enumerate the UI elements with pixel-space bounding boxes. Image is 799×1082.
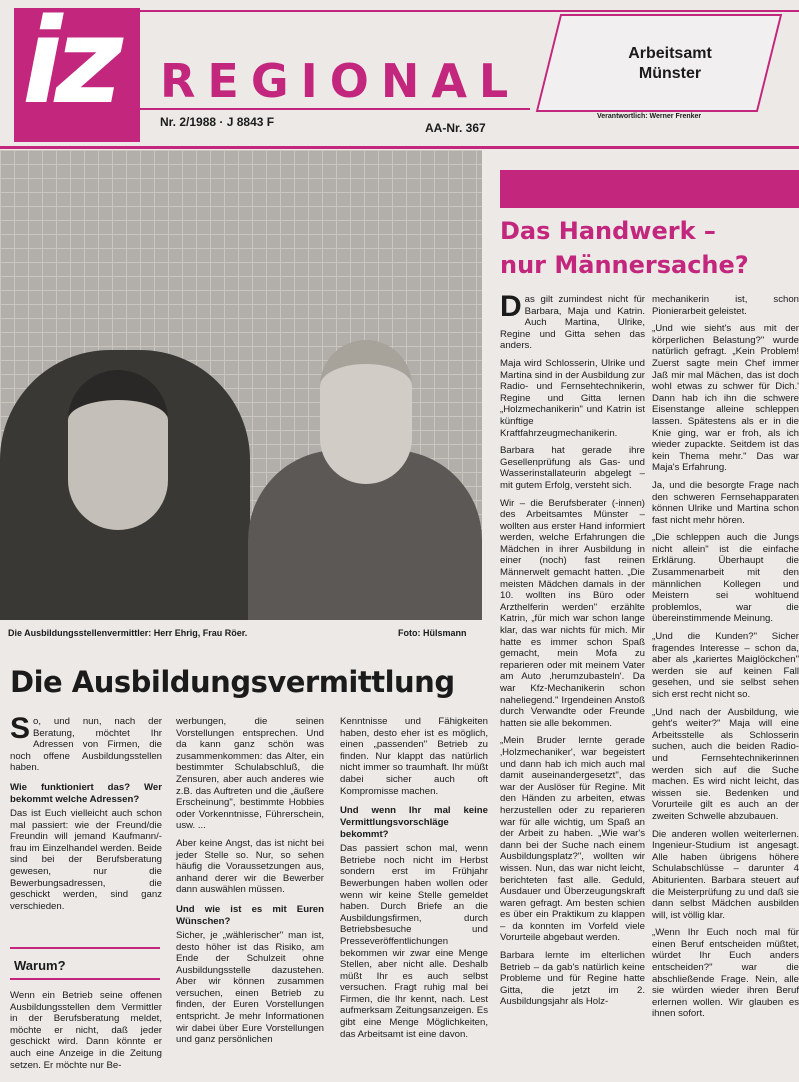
aa-number: AA-Nr. 367 xyxy=(425,121,486,135)
paragraph: Kenntnisse und Fähigkeiten haben, desto eher ist es möglich, einen „passenden" Betrieb zu finden. Nur klappt das natürlich nicht immer so traumhaft. Ihr müßt dabei sicher auch oft Kompromisse machen. xyxy=(340,716,488,797)
masthead-bottom-line xyxy=(140,108,530,110)
paragraph: „Mein Bruder lernte gerade ‚Holzmechaniker', war begeistert und dann hab ich mich auch mal damit auseinandergesetzt", das war der Auslöser für Regine. Mit den Händen zu arbeiten, etwas herzustellen oder zu reparieren war für alle wichtig, um Spaß an der Arbeit zu haben. „Wie war's dann bei der Suche nach einem Ausbildungsplatz?", wollten wir wissen. Nun, das war nicht leicht, berichteten fast alle. Geduld, Ausdauer und Überzeugungskraft waren gefragt. Am besten schien es über ein Praktikum zu klappen – da konnten im Vorfeld viele Vorurteile abgebaut werden. xyxy=(500,735,645,944)
accent-bar xyxy=(500,170,799,208)
article-column xyxy=(176,716,324,1052)
article-headline-vermittlung: Die Ausbildungsvermittlung xyxy=(10,665,455,699)
subheading: Wie funktioniert das? Wer bekommt welche Adressen? xyxy=(10,781,162,805)
article-headline-handwerk xyxy=(500,214,749,282)
paragraph: mechanikerin ist, schon Pionierarbeit geleistet. xyxy=(652,294,799,317)
masthead-rule xyxy=(0,146,799,149)
paragraph: Das passiert schon mal, wenn Betriebe noch nicht im Herbst sondern erst im Frühjahr Bewerbungen haben wollen oder wenn wir keine Stelle gemeldet haben. Durch Briefe an die Ausbildungsfirmen, durch Betriebsbesuche und Presseveröffentlichungen bekommen wir zwar eine Menge Stellen, aber nicht alle. Deshalb müßt Ihr es auch selbst versuchen. Fragt ruhig mal bei Firmen, die Ihr kennt, nach. Lest aufmerksam Zeitungsanzeigen. Es gibt eine Menge Möglichkeiten, das Arbeitsamt ist eine davon. xyxy=(340,843,488,1040)
masthead-title: REGIONAL xyxy=(160,54,521,108)
responsible-line: Verantwortlich: Werner Frenker xyxy=(597,113,702,120)
paragraph: Barbara lernte im elterlichen Betrieb – da gab's natürlich keine Probleme und für Regine hatte Gitta, die jetzt im 2. Ausbildungsjahr als Holz- xyxy=(500,950,645,1008)
article-column-continued xyxy=(10,990,162,1077)
office-line-2: Münster xyxy=(638,65,702,82)
subheading: Und wie ist es mit Euren Wünschen? xyxy=(176,903,324,927)
article-column xyxy=(652,294,799,1026)
headline-line-1: Das Handwerk – xyxy=(500,217,716,245)
subhead-rule-bottom xyxy=(10,978,160,980)
drop-cap: D xyxy=(500,290,522,323)
paragraph: Wir – die Berufsberater (-innen) des Arbeitsamtes Münster – wollten aus erster Hand informiert werden, welche Erfahrungen die Mädchen in ihrer Ausbildung in einer (noch) fast reinen Männerwelt gemacht hatten. „Die meisten Mädchen damals in der 10. wollten ins Büro oder Arzthelferin werden" erzählte Katrin, „für mich war schon lange klar, das war nichts für mich. Mir hatte es immer schon Spaß gemacht, mein Mofa zu reparieren oder mit meinem Vater am Auto ‚herumzubasteln'. Da war Kfz-Mechanikerin schon naheliegend." Irgendeinen Anstoß durch Verwandte oder Freunde hatten sie alle bekommen. xyxy=(500,497,645,729)
paragraph: „Die schleppen auch die Jungs nicht allein" ist die einfache Erklärung. Überhaupt die Zusammenarbeit mit den männlichen Kollegen und Meistern sei wohltuend problemlos, war die übereinstimmende Meinung. xyxy=(652,532,799,625)
article-column xyxy=(500,290,645,1014)
paragraph: Das gilt zumindest nicht für Barbara, Maja und Katrin. Auch Martina, Ulrike, Regine und Gitta sehen das anders. xyxy=(500,290,645,352)
paragraph: „Und nach der Ausbildung, wie geht's weiter?" Maja will eine Arbeitsstelle als Schlosserin suchen, auch die beiden Radio- und Fernsehtechnikerinnen werden sich auf die Suche machen. Es wird nicht leicht, das wissen sie. Bedenken und Vorurteile gilt es auch an der zweiten Schwelle abzubauen. xyxy=(652,706,799,822)
office-line-1: Arbeitsamt xyxy=(628,45,712,62)
paragraph: Barbara hat gerade ihre Gesellenprüfung als Gas- und Wasserinstallateurin abgelegt – mit gutem Erfolg, versteht sich. xyxy=(500,445,645,491)
paragraph: werbungen, die seinen Vorstellungen entsprechen. Und da kann ganz schön was zusammenkommen: das Alter, ein bestimmter Schulabschluß, die Zensuren, aber auch anderes wie z.B. das Auftreten und die „äußere Erscheinung", bestimmte Hobbies oder Vorkenntnisse, Führerschein, usw. ... xyxy=(176,716,324,832)
iz-logo xyxy=(14,0,140,142)
subheading-warum: Warum? xyxy=(14,958,66,973)
photo xyxy=(0,150,482,620)
paragraph: „Und wie sieht's aus mit der körperlichen Belastung?" wurde natürlich gefragt. „Kein Problem! Zuerst sagte mein Chef immer Jaß mir mal Mächen, das ist doch wohl etwas zu schwer für Dich.' Dann hab ich ihn die schwere Eisenstange alleine schleppen lassen. Spätestens als er in die Knie ging, war er froh, als ich wieder zupackte. Seitdem ist das kein Thema mehr." Das war Maja's Erfahrung. xyxy=(652,323,799,474)
logo-text: iz xyxy=(22,0,116,130)
article-column xyxy=(10,712,162,918)
paragraph: Das ist Euch vielleicht auch schon mal passiert: wie der Freund/die Freundin will jemand Kaufmann/-frau im Einzelhandel werden. Beide sind bei der Berufsberatung gewesen, nur die Bewerbungsadressen, die geschickt werden, sind ganz verschieden. xyxy=(10,807,162,912)
man-head xyxy=(68,370,168,530)
paragraph: Sicher, je „wählerischer" man ist, desto höher ist das Risiko, am Ende der Schulzeit ohne Ausbildungsstelle dazustehen. Aber wir können zusammen versuchen, einen Betrieb zu finden, der Euren Vorstellungen entspricht. Je mehr Informationen wir dabei über Eure Vorstellungen und ganz persönlichen xyxy=(176,929,324,1046)
photo-credit: Foto: Hülsmann xyxy=(398,628,467,638)
paragraph: Wenn ein Betrieb seine offenen Ausbildungsstellen dem Vermittler in der Berufsberatung meldet, möchte er nicht, daß jeder geschickt wird. Dann könnte er auch eine Anzeige in die Zeitung setzen. Er möchte nur Be- xyxy=(10,990,162,1071)
paragraph: Maja wird Schlosserin, Ulrike und Martina sind in der Ausbildung zur Radio- und Fernsehtechnikerin, Regine und Gitta lernen „Holzmechanikerin" und Katrin ist künftige Kraftfahrzeugmechanikerin. xyxy=(500,357,645,439)
subhead-rule-top xyxy=(10,947,160,949)
paragraph: „Und die Kunden?" Sicher fragendes Interesse – schon da, aber als „kariertes Maiglöckchen" werden sie auf keinen Fall gesehen, und sie selbst sehen sich erst recht nicht so. xyxy=(652,631,799,700)
masthead-top-line xyxy=(140,10,799,12)
issue-number: Nr. 2/1988 · J 8843 F xyxy=(160,115,275,129)
woman-head xyxy=(320,340,412,484)
headline-line-2: nur Männersache? xyxy=(500,251,749,279)
paragraph: Die anderen wollen weiterlernen. Ingenieur-Studium ist angesagt. Alle haben übrigens höhere Schulabschlüsse – darunter 4 Abiturienten. Barbara steuert auf die Meisterprüfung zu und daß sie dann selbst Mädchen ausbilden will, ist völlig klar. xyxy=(652,828,799,921)
subheading: Und wenn Ihr mal keine Vermittlungsvorschläge bekommt? xyxy=(340,805,488,841)
paragraph: Ja, und die besorgte Frage nach den schweren Fernsehapparaten können Ulrike und Martina schon fast nicht mehr hören. xyxy=(652,479,799,526)
paragraph: Aber keine Angst, das ist nicht bei jeder Stelle so. Nur, so sehen häufig die Voraussetzungen aus, anhand derer wir die Bewerber dann auswählen müssen. xyxy=(176,837,324,896)
paragraph: „Wenn Ihr Euch noch mal für einen Beruf entscheiden müßtet, würdet Ihr Euch anders entscheiden?" war die abschließende Frage. Nein, alle sie würden wieder ihren Beruf erlernen wollen. Wir glauben es ihnen sofort. xyxy=(652,927,799,1020)
photo-caption: Die Ausbildungsstellenvermittler: Herr Ehrig, Frau Röer. xyxy=(8,628,248,638)
office-name xyxy=(560,44,780,84)
drop-cap: S xyxy=(10,712,31,745)
paragraph: So, und nun, nach der Beratung, möchtet Ihr Adressen von Firmen, die noch offene Ausbildungsstellen haben. xyxy=(10,712,162,774)
article-column xyxy=(340,716,488,1046)
